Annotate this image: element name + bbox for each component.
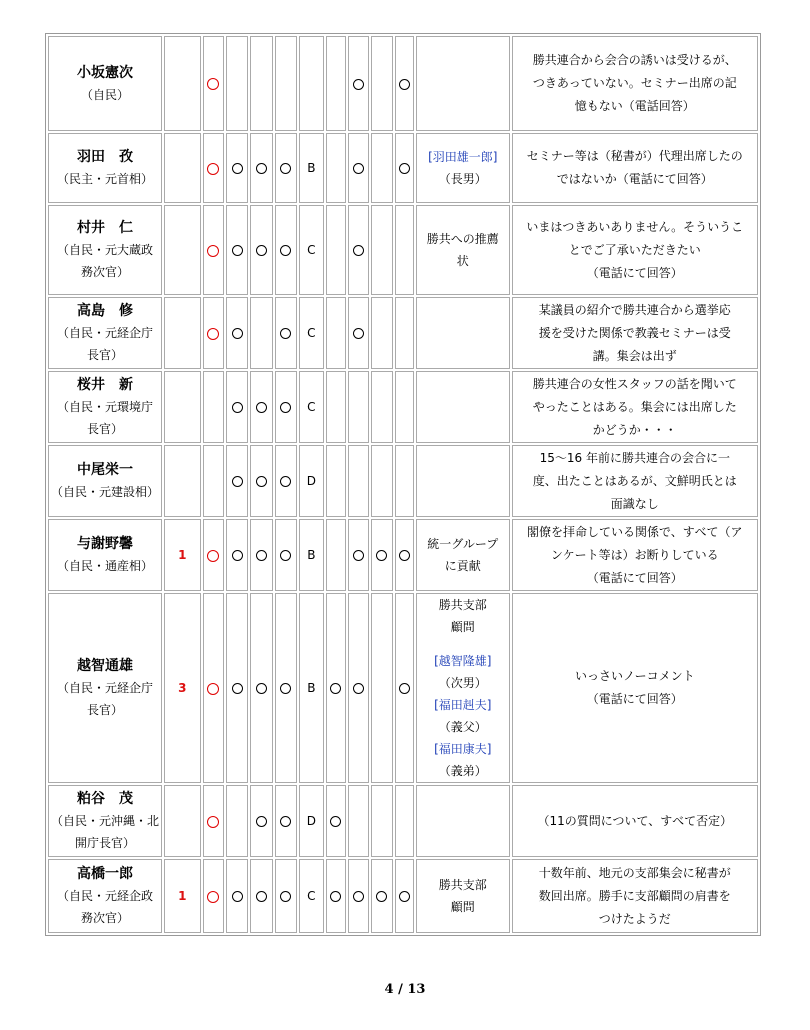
- mark-cell: [326, 133, 346, 203]
- mark-cell: [226, 785, 248, 857]
- member-affiliation: （自民・元環境庁: [56, 400, 153, 414]
- red-circle-mark-icon: [207, 891, 219, 903]
- circle-mark-icon: [353, 163, 364, 174]
- circle-mark-icon: [280, 245, 291, 256]
- comment-line: 度、出たことはあるが、文鮮明氏とは: [532, 473, 737, 488]
- circle-mark-icon: [256, 816, 267, 827]
- mark-cell: [275, 36, 297, 131]
- comment-line: （電話にて回答）: [586, 570, 683, 585]
- relation-note-cell: [416, 859, 510, 933]
- relation-note-cell: [416, 593, 510, 783]
- circle-mark-icon: [353, 891, 364, 902]
- note-line: （義弟）: [438, 764, 487, 778]
- mark-cell: [226, 371, 248, 443]
- note-line: 顧問: [450, 900, 475, 914]
- mark-cell: [226, 593, 248, 783]
- circle-mark-icon: [353, 683, 364, 694]
- member-name-cell: [48, 371, 162, 443]
- mark-cell: C: [299, 205, 323, 295]
- member-name: 高橋一郎: [76, 866, 133, 882]
- note-line: （義父）: [438, 720, 487, 734]
- page-number: 4 / 13: [384, 982, 426, 997]
- member-name-cell: [48, 297, 162, 369]
- relative-name: [福田赳夫]: [434, 698, 492, 712]
- circle-mark-icon: [232, 402, 243, 413]
- comment-line: （電話にて回答）: [586, 692, 683, 706]
- circle-mark-icon: [399, 891, 410, 902]
- red-circle-mark-icon: [207, 683, 219, 695]
- member-name-cell: [48, 785, 162, 857]
- comment-cell: [512, 371, 758, 443]
- count-cell: [164, 297, 201, 369]
- red-circle-mark-icon: [207, 245, 219, 257]
- mark-cell: [395, 445, 414, 517]
- relative-name: [羽田雄一郎]: [428, 150, 498, 164]
- circle-mark-icon: [280, 816, 291, 827]
- member-affiliation: （自民）: [80, 87, 129, 102]
- circle-mark-icon: [280, 402, 291, 413]
- mark-cell: [348, 133, 369, 203]
- note-line: 勝共支部: [438, 598, 487, 612]
- comment-line: いまはつきあいありません。そういうこ: [526, 219, 744, 234]
- comment-cell: [512, 785, 758, 857]
- mark-cell: [226, 519, 248, 591]
- red-circle-mark-icon: [207, 163, 219, 175]
- comment-line: セミナー等は（秘書が）代理出席したの: [526, 149, 743, 163]
- mark-cell: [326, 297, 346, 369]
- member-affiliation: （自民・元経企政: [56, 889, 153, 903]
- members-table: [45, 33, 761, 936]
- mark-cell: [250, 36, 272, 131]
- mark-cell: [395, 36, 414, 131]
- member-name-cell: [48, 593, 162, 783]
- circle-mark-icon: [330, 683, 341, 694]
- circle-mark-icon: [232, 683, 243, 694]
- mark-cell: [203, 519, 224, 591]
- mark-cell: [395, 205, 414, 295]
- table-row: [48, 859, 758, 933]
- member-affiliation: 務次官）: [80, 911, 129, 925]
- mark-cell: C: [299, 859, 323, 933]
- circle-mark-icon: [280, 550, 291, 561]
- relation-note-cell: [416, 133, 510, 203]
- mark-cell: [348, 297, 369, 369]
- mark-cell: [348, 445, 369, 517]
- member-affiliation: 開庁長官）: [74, 836, 135, 850]
- table-row: [48, 785, 758, 857]
- comment-cell: [512, 519, 758, 591]
- note-line: （長男）: [438, 172, 487, 186]
- mark-cell: [299, 36, 323, 131]
- comment-cell: [512, 859, 758, 933]
- table-row: [48, 133, 758, 203]
- mark-cell: [203, 593, 224, 783]
- circle-mark-icon: [256, 550, 267, 561]
- circle-mark-icon: [330, 891, 341, 902]
- comment-cell: [512, 593, 758, 783]
- mark-cell: [326, 519, 346, 591]
- mark-cell: [226, 859, 248, 933]
- table-row: [48, 36, 758, 131]
- mark-cell: [348, 859, 369, 933]
- mark-cell: [226, 445, 248, 517]
- circle-mark-icon: [353, 550, 364, 561]
- mark-cell: [371, 593, 392, 783]
- comment-line: かどうか・・・: [592, 422, 677, 437]
- member-affiliation: 長官）: [86, 422, 123, 436]
- member-name-cell: [48, 205, 162, 295]
- mark-cell: [326, 445, 346, 517]
- member-name-cell: [48, 133, 162, 203]
- mark-cell: [275, 371, 297, 443]
- mark-cell: [275, 133, 297, 203]
- mark-cell: [395, 371, 414, 443]
- member-name-cell: [48, 519, 162, 591]
- comment-line: 面識なし: [610, 496, 659, 511]
- member-name-cell: [48, 445, 162, 517]
- mark-cell: [250, 785, 272, 857]
- mark-cell: [203, 371, 224, 443]
- circle-mark-icon: [399, 163, 410, 174]
- member-affiliation: 務次官）: [80, 265, 129, 279]
- note-line: [417, 638, 509, 650]
- count-cell: [164, 133, 201, 203]
- mark-cell: [395, 519, 414, 591]
- comment-line: ンケート等は）お断りしている: [550, 547, 719, 562]
- mark-cell: [348, 519, 369, 591]
- comment-line: 某議員の紹介で勝共連合から選挙応: [538, 302, 731, 317]
- mark-cell: [371, 785, 392, 857]
- table-row: [48, 445, 758, 517]
- circle-mark-icon: [232, 163, 243, 174]
- mark-cell: [371, 859, 392, 933]
- mark-cell: [395, 133, 414, 203]
- red-circle-mark-icon: [207, 328, 219, 340]
- mark-cell: [275, 445, 297, 517]
- mark-cell: [326, 785, 346, 857]
- circle-mark-icon: [232, 245, 243, 256]
- member-affiliation: 長官）: [86, 348, 123, 362]
- circle-mark-icon: [399, 683, 410, 694]
- relative-name: [越智隆雄]: [434, 654, 492, 668]
- mark-cell: [203, 785, 224, 857]
- table-row: [48, 593, 758, 783]
- mark-cell: [371, 205, 392, 295]
- mark-cell: [348, 36, 369, 131]
- note-line: に貢献: [444, 559, 481, 573]
- mark-cell: [395, 785, 414, 857]
- note-line: （次男）: [438, 676, 487, 690]
- mark-cell: [275, 297, 297, 369]
- circle-mark-icon: [232, 891, 243, 902]
- member-name: 粕谷 茂: [76, 791, 133, 807]
- circle-mark-icon: [232, 550, 243, 561]
- note-line: 勝共支部: [438, 878, 487, 892]
- comment-line: 十数年前、地元の支部集会に秘書が: [538, 865, 731, 880]
- mark-cell: [203, 36, 224, 131]
- member-name: 高島 修: [76, 303, 133, 319]
- comment-line: つきあっていない。セミナー出席の記: [532, 76, 737, 90]
- member-name: 与謝野馨: [76, 536, 133, 552]
- mark-cell: D: [299, 785, 323, 857]
- member-name: 村井 仁: [76, 220, 133, 236]
- count-cell: [164, 785, 201, 857]
- member-name: 桜井 新: [76, 377, 133, 393]
- count-cell: [164, 371, 201, 443]
- comment-line: とでご了承いただきたい: [568, 242, 701, 257]
- note-line: 勝共への推薦: [426, 232, 499, 246]
- member-name: 小坂憲次: [76, 64, 133, 81]
- mark-cell: [371, 519, 392, 591]
- member-affiliation: （自民・通産相）: [56, 559, 153, 573]
- table-row: [48, 205, 758, 295]
- mark-cell: [275, 593, 297, 783]
- red-circle-mark-icon: [207, 550, 219, 562]
- comment-line: （11の質問について、すべて否定）: [537, 813, 733, 828]
- mark-cell: [348, 371, 369, 443]
- mark-cell: B: [299, 519, 323, 591]
- mark-cell: [203, 859, 224, 933]
- mark-cell: [348, 593, 369, 783]
- note-line: 統一グループ: [427, 537, 499, 551]
- circle-mark-icon: [353, 79, 364, 90]
- mark-cell: [226, 133, 248, 203]
- count-cell: 1: [164, 519, 201, 591]
- circle-mark-icon: [232, 328, 243, 339]
- member-name: 羽田 孜: [76, 149, 133, 165]
- relation-note-cell: [416, 297, 510, 369]
- relation-note-cell: [416, 785, 510, 857]
- circle-mark-icon: [256, 891, 267, 902]
- count-cell: 3: [164, 593, 201, 783]
- circle-mark-icon: [280, 328, 291, 339]
- mark-cell: [250, 371, 272, 443]
- member-affiliation: （自民・元経企庁: [56, 326, 153, 340]
- mark-cell: [275, 205, 297, 295]
- circle-mark-icon: [376, 891, 387, 902]
- red-circle-mark-icon: [207, 78, 219, 90]
- red-circle-mark-icon: [207, 816, 219, 828]
- mark-cell: [348, 785, 369, 857]
- mark-cell: [326, 36, 346, 131]
- circle-mark-icon: [280, 476, 291, 487]
- mark-cell: [250, 445, 272, 517]
- mark-cell: [348, 205, 369, 295]
- mark-cell: [250, 133, 272, 203]
- note-line: 状: [456, 254, 469, 268]
- comment-cell: [512, 445, 758, 517]
- comment-line: いっさいノーコメント: [574, 669, 695, 683]
- comment-cell: [512, 297, 758, 369]
- table-row: [48, 297, 758, 369]
- count-cell: [164, 36, 201, 131]
- mark-cell: [203, 297, 224, 369]
- mark-cell: [371, 297, 392, 369]
- circle-mark-icon: [280, 891, 291, 902]
- mark-cell: [371, 445, 392, 517]
- table-row: [48, 371, 758, 443]
- comment-line: 勝共連合の女性スタッフの話を聞いて: [532, 376, 737, 391]
- relation-note-cell: [416, 445, 510, 517]
- count-cell: [164, 445, 201, 517]
- mark-cell: [275, 519, 297, 591]
- mark-cell: [395, 297, 414, 369]
- mark-cell: B: [299, 593, 323, 783]
- mark-cell: C: [299, 371, 323, 443]
- table-row: [48, 519, 758, 591]
- mark-cell: [326, 593, 346, 783]
- mark-cell: [371, 133, 392, 203]
- circle-mark-icon: [330, 816, 341, 827]
- comment-line: 閣僚を拝命している関係で、すべて（ア: [527, 524, 743, 539]
- note-line: 顧問: [450, 620, 475, 634]
- mark-cell: [250, 519, 272, 591]
- comment-line: 講。集会は出ず: [592, 348, 677, 363]
- mark-cell: [226, 36, 248, 131]
- mark-cell: [203, 445, 224, 517]
- mark-cell: [250, 593, 272, 783]
- member-affiliation: （自民・元経企庁: [56, 681, 153, 695]
- circle-mark-icon: [256, 402, 267, 413]
- comment-line: 勝共連合から会合の誘いは受けるが、: [532, 53, 737, 67]
- relation-note-cell: [416, 205, 510, 295]
- circle-mark-icon: [399, 79, 410, 90]
- circle-mark-icon: [256, 163, 267, 174]
- member-name-cell: [48, 36, 162, 131]
- count-cell: [164, 205, 201, 295]
- mark-cell: D: [299, 445, 323, 517]
- mark-cell: [226, 205, 248, 295]
- comment-line: 援を受けた関係で教義セミナーは受: [538, 325, 731, 340]
- member-name-cell: [48, 859, 162, 933]
- member-affiliation: （自民・元大蔵政: [56, 243, 153, 257]
- comment-cell: [512, 36, 758, 131]
- circle-mark-icon: [376, 550, 387, 561]
- mark-cell: [275, 859, 297, 933]
- circle-mark-icon: [280, 163, 291, 174]
- relative-name: [福田康夫]: [434, 742, 492, 756]
- circle-mark-icon: [256, 683, 267, 694]
- comment-line: やったことはある。集会には出席した: [532, 399, 737, 414]
- mark-cell: [371, 36, 392, 131]
- member-affiliation: （自民・元建設相）: [50, 485, 159, 499]
- relation-note-cell: [416, 371, 510, 443]
- mark-cell: [326, 371, 346, 443]
- mark-cell: [395, 593, 414, 783]
- mark-cell: [326, 205, 346, 295]
- circle-mark-icon: [280, 683, 291, 694]
- mark-cell: [395, 859, 414, 933]
- mark-cell: [250, 205, 272, 295]
- mark-cell: [250, 859, 272, 933]
- circle-mark-icon: [232, 476, 243, 487]
- circle-mark-icon: [353, 328, 364, 339]
- comment-line: （電話にて回答）: [586, 265, 683, 280]
- comment-cell: [512, 133, 758, 203]
- mark-cell: [203, 133, 224, 203]
- comment-line: ではないか（電話にて回答）: [556, 172, 713, 186]
- relation-note-cell: [416, 36, 510, 131]
- member-name: 中尾栄一: [76, 462, 133, 478]
- mark-cell: [371, 371, 392, 443]
- relation-note-cell: [416, 519, 510, 591]
- mark-cell: [226, 297, 248, 369]
- comment-line: つけたようだ: [598, 911, 671, 926]
- circle-mark-icon: [353, 245, 364, 256]
- comment-line: 数回出席。勝手に支部顧問の肩書を: [538, 888, 731, 903]
- mark-cell: [275, 785, 297, 857]
- circle-mark-icon: [256, 245, 267, 256]
- member-affiliation: 長官）: [86, 703, 123, 717]
- mark-cell: [326, 859, 346, 933]
- comment-line: 憶もない（電話回答）: [574, 99, 695, 113]
- mark-cell: [250, 297, 272, 369]
- member-name: 越智通雄: [76, 658, 133, 674]
- circle-mark-icon: [399, 550, 410, 561]
- member-affiliation: （民主・元首相）: [56, 172, 153, 186]
- mark-cell: B: [299, 133, 323, 203]
- circle-mark-icon: [256, 476, 267, 487]
- member-affiliation: （自民・元沖縄・北: [50, 814, 159, 828]
- mark-cell: C: [299, 297, 323, 369]
- count-cell: 1: [164, 859, 201, 933]
- mark-cell: [203, 205, 224, 295]
- comment-line: 15〜16 年前に勝共連合の会合に一: [539, 450, 730, 465]
- comment-cell: [512, 205, 758, 295]
